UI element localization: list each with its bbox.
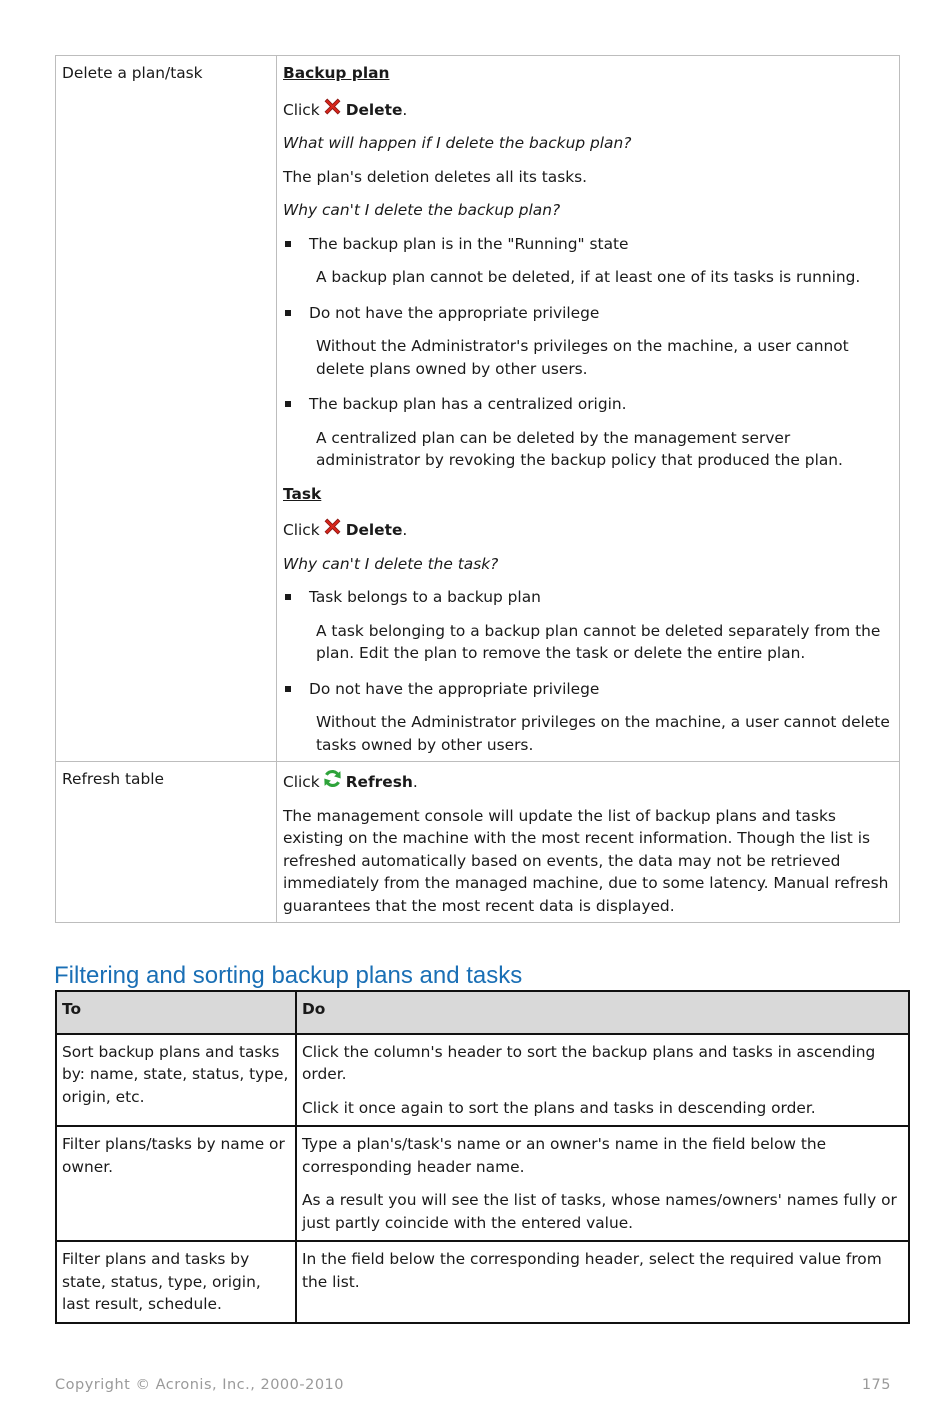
copyright-text: Copyright © Acronis, Inc., 2000-2010 [55,1377,345,1393]
section-title: Filtering and sorting backup plans and tasks [54,962,523,989]
bullet-privilege: Do not have the appropriate privilege [283,302,893,325]
click-refresh-instruction: Click Refresh. [283,768,893,794]
action-label: Refresh table [62,770,164,788]
description-cell [277,762,899,922]
bullet-running-state-text: A backup plan cannot be deleted, if at least one of its tasks is running. [316,268,861,286]
do-paragraph: Click the column's header to sort the backup plans and tasks in ascending order. [302,1042,876,1083]
delete-label: Delete [345,521,403,539]
action-cell [56,56,277,761]
refresh-label: Refresh [345,773,413,791]
bullet-task-privilege: Do not have the appropriate privilege [283,678,893,701]
bullet-task-belongs-text: A task belonging to a backup plan cannot be deleted separately from the plan. Edit the plan to remove the task or delete the entire plan. [316,621,881,662]
delete-icon [322,516,343,537]
do-cell [297,1035,908,1126]
bullet-centralized: The backup plan has a centralized origin. [283,393,893,416]
action-cell [56,762,277,922]
actions-table [55,55,900,923]
table-row [57,1033,908,1126]
table-header-row [57,992,908,1033]
to-cell: Sort backup plans and tasks by: name, state, status, type, origin, etc. [57,1035,297,1126]
bullet-task-privilege-text: Without the Administrator privileges on the machine, a user cannot delete tasks owned by other users. [316,713,890,754]
page-footer [55,1374,891,1397]
question-cant-delete-task: Why can't I delete the task? [283,554,499,573]
action-label: Delete a plan/task [62,64,203,82]
do-cell [297,1242,908,1322]
table-row [57,1240,908,1322]
task-heading: Task [283,484,322,503]
do-paragraph: In the field below the corresponding header, select the required value from the list. [302,1250,882,1291]
do-paragraph: As a result you will see the list of tasks, whose names/owners' names fully or just partly coincide with the entered value. [302,1191,897,1232]
do-paragraph: Type a plan's/task's name or an owner's name in the field below the corresponding header name. [302,1135,827,1176]
header-to: To [57,992,297,1033]
table-row-delete [55,55,900,761]
bullet-running-state: The backup plan is in the "Running" state [283,233,893,256]
do-cell [297,1127,908,1240]
bullet-task-belongs: Task belongs to a backup plan [283,586,893,609]
do-paragraph: Click it once again to sort the plans and tasks in descending order. [302,1098,816,1117]
description-cell [277,56,899,761]
question-delete-plan: What will happen if I delete the backup plan? [283,134,632,152]
page-number: 175 [861,1377,891,1393]
click-delete-instruction: Click Delete. [283,96,893,122]
table-row-refresh [55,761,900,923]
backup-plan-heading: Backup plan [283,64,390,82]
delete-icon [322,96,343,117]
answer-delete-plan: The plan's deletion deletes all its tasks. [283,167,588,186]
bullet-privilege-text: Without the Administrator's privileges on the machine, a user cannot delete plans owned by other users. [316,337,849,378]
bullet-centralized-text: A centralized plan can be deleted by the management server administrator by revoking the backup policy that produced the plan. [316,428,843,469]
to-cell: Filter plans/tasks by name or owner. [57,1127,297,1240]
filter-sort-table [55,990,910,1324]
click-delete-task-instruction: Click Delete. [283,516,893,542]
table-row [57,1125,908,1240]
question-cant-delete-plan: Why can't I delete the backup plan? [283,201,561,219]
refresh-icon [322,768,343,789]
delete-label: Delete [345,100,403,119]
header-do: Do [302,1000,326,1018]
refresh-description: The management console will update the list of backup plans and tasks existing on the machine with the most recent information. Though the list is refreshed automatically based on events, the data may not be retrieved immediately from the managed machine, due to some latency. Manual refresh guarantees that the most recent data is displayed. [283,806,889,915]
to-cell: Filter plans and tasks by state, status, type, origin, last result, schedule. [57,1242,297,1322]
